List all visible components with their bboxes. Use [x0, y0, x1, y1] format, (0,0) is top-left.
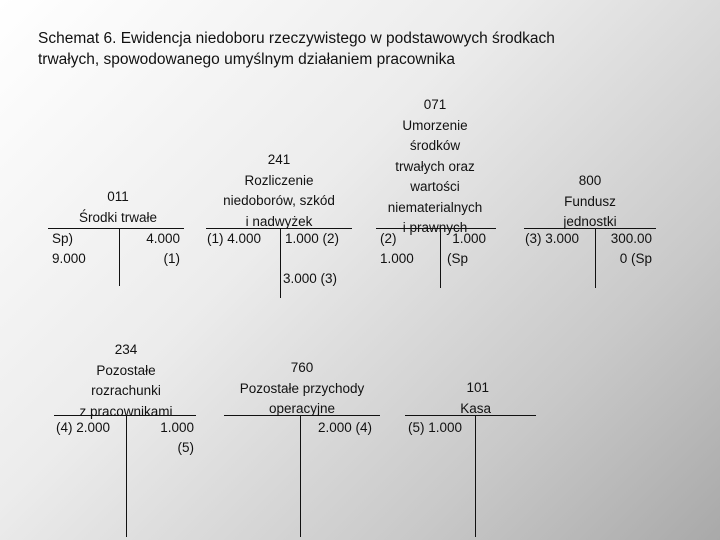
account-name: Pozostałe: [96, 362, 156, 378]
account-name: Umorzenie: [402, 117, 468, 133]
account-name: z pracownikami: [79, 403, 173, 419]
credit-entry: 3.000 (3): [283, 271, 338, 286]
credit-entry: 300.00: [610, 231, 652, 246]
account-234: [54, 0, 198, 540]
account-number: 241: [267, 152, 291, 167]
account-name: niematerialnych: [387, 199, 483, 215]
debit-entry: 9.000: [52, 251, 86, 266]
account-name: i nadwyżek: [245, 213, 313, 229]
account-name: trwałych oraz: [395, 158, 475, 174]
debit-entry: Sp): [52, 231, 74, 246]
account-heading: [54, 340, 198, 422]
account-name: Środki trwałe: [78, 209, 158, 225]
account-name: rozrachunki: [91, 383, 161, 398]
account-101: [405, 0, 537, 540]
t-account-divider: [300, 415, 301, 537]
credit-entry: 0 (Sp: [619, 251, 652, 266]
account-heading: [522, 171, 658, 233]
t-account-divider: [595, 228, 596, 288]
credit-entry: (5): [177, 440, 194, 455]
account-name: niedoborów, szkód: [223, 193, 335, 208]
account-number: 101: [466, 380, 489, 395]
credit-entry: 1.000: [160, 420, 194, 435]
credit-entry: (Sp: [447, 251, 469, 266]
credit-entry: 1.000 (2): [285, 231, 340, 246]
credit-entry: 2.000 (4): [317, 420, 372, 435]
credit-entry: 4.000: [146, 231, 180, 246]
account-800: [522, 0, 658, 540]
account-number: 760: [290, 360, 314, 375]
title-line-2: trwałych, spowodowanego umyślnym działaniem pracownika: [38, 51, 455, 68]
debit-entry: (3) 3.000: [525, 231, 580, 246]
account-heading: [222, 358, 382, 420]
account-name: wartości: [410, 179, 460, 194]
account-name: Kasa: [460, 400, 491, 416]
t-account-divider: [126, 415, 127, 537]
account-number: 800: [578, 173, 602, 188]
title-line-1: Schemat 6. Ewidencja niedoboru rzeczywistego w podstawowych środkach: [38, 30, 555, 47]
t-account-top-line: [405, 415, 536, 416]
credit-entry: 1.000: [452, 231, 486, 246]
account-heading: [405, 378, 537, 419]
account-name: Rozliczenie: [244, 172, 314, 188]
debit-entry: (2): [380, 231, 397, 246]
t-account-top-line: [54, 415, 196, 416]
account-name: Fundusz: [564, 193, 616, 209]
account-name: i prawnych: [402, 220, 468, 235]
account-name: Pozostałe przychody: [239, 380, 365, 396]
credit-entry: (1): [163, 251, 180, 266]
account-name: operacyjne: [268, 401, 336, 416]
account-number: 011: [107, 189, 129, 204]
t-account-top-line: [224, 415, 380, 416]
account-number: 071: [423, 97, 447, 112]
t-account-divider: [475, 415, 476, 537]
account-760: [222, 0, 382, 540]
account-name: środków: [409, 138, 461, 153]
debit-entry: (1) 4.000: [207, 231, 262, 246]
debit-entry: (5) 1.000: [408, 420, 463, 435]
debit-entry: (4) 2.000: [56, 420, 111, 435]
debit-entry: 1.000: [380, 251, 414, 266]
account-number: 234: [114, 342, 138, 357]
account-name: jednostki: [563, 214, 617, 229]
